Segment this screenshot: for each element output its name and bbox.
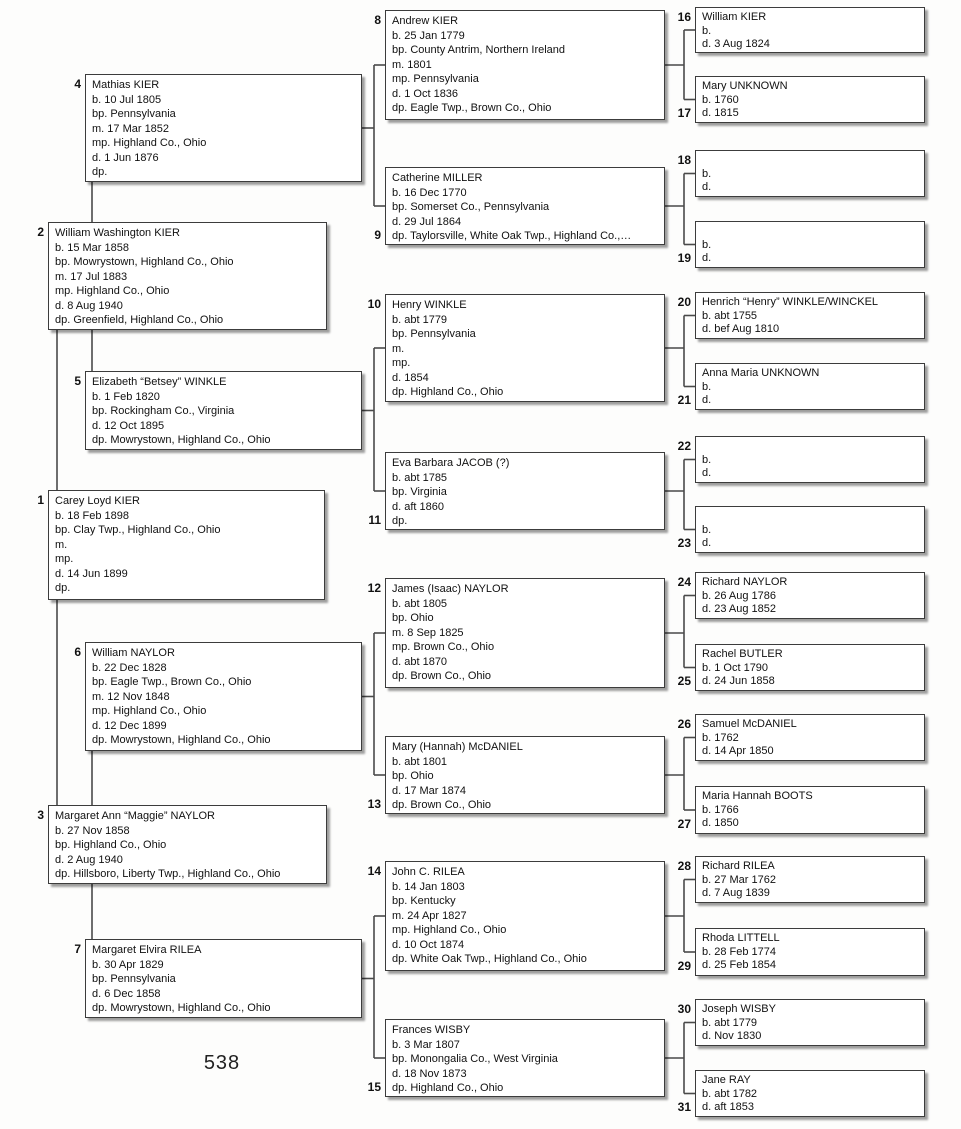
person-number: 20	[677, 295, 691, 309]
person-detail-line: b. 1760	[702, 93, 739, 106]
person-box	[385, 452, 665, 530]
person-detail-line: d. 7 Aug 1839	[702, 887, 770, 899]
person-number: 28	[677, 859, 691, 873]
person-number: 2	[37, 225, 44, 239]
person-box	[385, 167, 665, 245]
person-detail-line: b. abt 1805	[392, 597, 448, 610]
person-box	[385, 861, 665, 971]
person-name: Margaret Elvira RILEA	[92, 944, 202, 956]
person-detail-line: dp. Hillsboro, Liberty Twp., Highland Co., Ohio	[55, 868, 281, 880]
person-detail-line: m. 17 Jul 1883	[55, 270, 128, 283]
person-name: Jane RAY	[702, 1074, 751, 1086]
person-detail-line: d. 29 Jul 1864	[392, 215, 462, 228]
person-detail-line: d. aft 1853	[702, 1101, 754, 1113]
person-box	[695, 506, 925, 553]
person-name: Andrew KIER	[392, 15, 459, 27]
person-number: 9	[374, 228, 381, 242]
person-name: Samuel McDANIEL	[702, 718, 797, 730]
person-name: John C. RILEA	[392, 866, 465, 878]
person-box	[695, 7, 925, 53]
person-detail-line: b.	[702, 238, 712, 251]
person-detail-line: b. 1766	[702, 803, 739, 816]
person-number: 5	[74, 374, 81, 388]
person-detail-line: b. 1762	[702, 731, 739, 744]
person-detail-line: b.	[702, 523, 712, 536]
person-detail-line: bp. Pennsylvania	[392, 328, 476, 340]
person-box	[385, 294, 665, 402]
person-box	[85, 642, 362, 751]
person-name: Frances WISBY	[392, 1024, 471, 1036]
person-detail-line: bp. Ohio	[392, 612, 434, 624]
person-number: 6	[74, 645, 81, 659]
person-detail-line: b. 27 Nov 1858	[55, 824, 130, 837]
person-box	[85, 371, 362, 450]
person-box	[695, 644, 925, 691]
person-detail-line: dp. Mowrystown, Highland Co., Ohio	[92, 1002, 271, 1014]
person-number: 10	[367, 297, 381, 311]
person-detail-line: d. bef Aug 1810	[702, 323, 780, 335]
person-box	[695, 292, 925, 339]
person-name: Mathias KIER	[92, 79, 160, 91]
person-detail-line: dp.	[92, 166, 108, 178]
person-detail-line: b. 1 Feb 1820	[92, 390, 160, 403]
person-box	[695, 150, 925, 197]
person-number: 29	[677, 959, 691, 973]
person-detail-line: b. 14 Jan 1803	[392, 880, 465, 893]
person-detail-line: b. 1 Oct 1790	[702, 661, 769, 674]
person-name: Anna Maria UNKNOWN	[702, 367, 820, 379]
person-number: 24	[677, 575, 691, 589]
person-detail-line: b. abt 1801	[392, 755, 448, 768]
person-number: 11	[368, 513, 381, 527]
person-box	[695, 436, 925, 483]
person-detail-line: b. 28 Feb 1774	[702, 945, 777, 958]
person-detail-line: bp. Monongalia Co., West Virginia	[392, 1053, 558, 1065]
person-name: William NAYLOR	[92, 647, 175, 659]
person-name: Mary (Hannah) McDANIEL	[392, 741, 523, 753]
person-detail-line: dp. Taylorsville, White Oak Twp., Highland Co.,…	[392, 230, 632, 242]
person-number: 3	[37, 808, 44, 822]
person-number: 8	[374, 13, 381, 27]
person-box	[695, 363, 925, 410]
person-detail-line: d. 8 Aug 1940	[55, 299, 123, 312]
person-number: 19	[677, 251, 691, 265]
person-detail-line: d.	[702, 252, 712, 264]
person-detail-line: b. 18 Feb 1898	[55, 509, 130, 522]
person-detail-line: d.	[702, 394, 712, 406]
person-detail-line: bp. Highland Co., Ohio	[55, 839, 167, 851]
person-box	[385, 578, 665, 688]
person-name: William KIER	[702, 11, 767, 23]
person-box	[48, 805, 327, 884]
person-name	[702, 440, 918, 454]
person-detail-line: d. 12 Oct 1895	[92, 419, 165, 432]
person-detail-line: d.	[702, 467, 712, 479]
person-number: 30	[677, 1002, 691, 1016]
person-name: Carey Loyd KIER	[55, 495, 140, 507]
person-number: 22	[677, 439, 691, 453]
person-detail-line: mp. Brown Co., Ohio	[392, 641, 495, 653]
person-detail-line: m. 12 Nov 1848	[92, 690, 170, 703]
person-detail-line: d. 24 Jun 1858	[702, 675, 775, 687]
person-detail-line: dp. Brown Co., Ohio	[392, 799, 492, 811]
person-number: 12	[367, 581, 381, 595]
person-detail-line: mp. Highland Co., Ohio	[92, 137, 207, 149]
person-number: 27	[677, 817, 691, 831]
person-detail-line: bp. Pennsylvania	[92, 108, 176, 120]
person-detail-line: b. abt 1785	[392, 471, 448, 484]
person-detail-line: b. abt 1782	[702, 1087, 758, 1100]
person-detail-line: dp. Highland Co., Ohio	[392, 386, 504, 398]
person-detail-line: b. 22 Dec 1828	[92, 661, 167, 674]
person-detail-line: b.	[702, 453, 712, 466]
person-number: 16	[677, 10, 691, 24]
person-detail-line: b. 27 Mar 1762	[702, 873, 776, 886]
person-detail-line: bp. Pennsylvania	[92, 973, 176, 985]
person-detail-line: dp. Eagle Twp., Brown Co., Ohio	[392, 102, 552, 114]
person-box	[48, 490, 325, 600]
person-number: 4	[74, 77, 81, 91]
person-box	[695, 76, 925, 123]
person-detail-line: d. 6 Dec 1858	[92, 987, 161, 1000]
person-box	[85, 74, 362, 182]
person-number: 21	[677, 393, 691, 407]
person-detail-line: b. 10 Jul 1805	[92, 93, 162, 106]
person-detail-line: dp.	[55, 582, 71, 594]
person-detail-line: d.	[702, 537, 712, 549]
person-detail-line: d. 1850	[702, 817, 739, 829]
person-number: 25	[677, 674, 691, 688]
person-detail-line: d. 1 Oct 1836	[392, 87, 459, 100]
person-detail-line: d. 18 Nov 1873	[392, 1067, 467, 1080]
person-detail-line: bp. Mowrystown, Highland Co., Ohio	[55, 256, 234, 268]
person-detail-line: b. 26 Aug 1786	[702, 589, 777, 602]
person-box	[385, 736, 665, 814]
person-detail-line: m. 24 Apr 1827	[392, 909, 467, 922]
person-detail-line: mp.	[392, 357, 411, 369]
person-detail-line: d. 3 Aug 1824	[702, 38, 770, 50]
person-detail-line: m. 1801	[392, 58, 432, 71]
person-box	[385, 10, 665, 120]
person-name	[702, 154, 918, 168]
person-number: 15	[367, 1080, 381, 1094]
person-detail-line: d. 10 Oct 1874	[392, 938, 465, 951]
person-detail-line: dp.	[392, 515, 408, 527]
person-name	[702, 510, 918, 524]
person-number: 13	[367, 797, 381, 811]
person-detail-line: d. 17 Mar 1874	[392, 784, 466, 797]
person-number: 1	[37, 493, 44, 507]
person-name: Henrich “Henry” WINKLE/WINCKEL	[702, 296, 879, 308]
person-detail-line: d.	[702, 181, 712, 193]
person-name: Rhoda LITTELL	[702, 932, 780, 944]
person-detail-line: b. abt 1779	[702, 1016, 758, 1029]
person-number: 14	[367, 864, 381, 878]
person-name	[702, 225, 918, 239]
person-detail-line: mp.	[55, 553, 74, 565]
person-detail-line: d. 25 Feb 1854	[702, 959, 777, 971]
person-detail-line: mp. Pennsylvania	[392, 73, 479, 85]
person-detail-line: d. 1 Jun 1876	[92, 151, 159, 164]
person-name: Catherine MILLER	[392, 172, 483, 184]
person-detail-line: bp. Ohio	[392, 770, 434, 782]
person-detail-line: b. abt 1779	[392, 313, 448, 326]
person-box	[695, 999, 925, 1046]
person-box	[695, 221, 925, 268]
person-detail-line: mp. Highland Co., Ohio	[392, 924, 507, 936]
person-name: Elizabeth “Betsey” WINKLE	[92, 376, 227, 388]
person-name: Henry WINKLE	[392, 299, 467, 311]
person-name: Joseph WISBY	[702, 1003, 776, 1015]
person-detail-line: d. 14 Jun 1899	[55, 567, 128, 580]
person-number: 31	[677, 1100, 691, 1114]
person-box	[385, 1019, 665, 1097]
person-detail-line: m. 8 Sep 1825	[392, 626, 464, 639]
person-detail-line: bp. Virginia	[392, 486, 447, 498]
person-detail-line: dp. Highland Co., Ohio	[392, 1082, 504, 1094]
person-detail-line: b.	[702, 24, 712, 37]
person-number: 18	[677, 153, 691, 167]
person-detail-line: bp. Rockingham Co., Virginia	[92, 405, 235, 417]
person-detail-line: dp. Mowrystown, Highland Co., Ohio	[92, 734, 271, 746]
person-detail-line: b. 25 Jan 1779	[392, 29, 465, 42]
person-name: Margaret Ann “Maggie” NAYLOR	[55, 810, 215, 822]
person-detail-line: m. 17 Mar 1852	[92, 122, 170, 135]
person-box	[695, 1070, 925, 1117]
page-number: 538	[203, 1052, 241, 1074]
person-detail-line: bp. County Antrim, Northern Ireland	[392, 44, 566, 56]
person-detail-line: d. 23 Aug 1852	[702, 603, 777, 615]
person-box	[695, 572, 925, 619]
person-detail-line: m.	[392, 342, 405, 355]
person-name: James (Isaac) NAYLOR	[392, 583, 509, 595]
person-name: William Washington KIER	[55, 227, 180, 239]
person-detail-line: m.	[55, 538, 68, 551]
person-box	[695, 928, 925, 976]
person-detail-line: b.	[702, 167, 712, 180]
person-name: Rachel BUTLER	[702, 648, 783, 660]
person-box	[695, 714, 925, 761]
person-detail-line: b. 16 Dec 1770	[392, 186, 467, 199]
person-detail-line: b. 30 Apr 1829	[92, 958, 164, 971]
person-box	[85, 939, 362, 1018]
person-detail-line: dp. Greenfield, Highland Co., Ohio	[55, 314, 224, 326]
person-number: 26	[677, 717, 691, 731]
person-detail-line: d. 2 Aug 1940	[55, 853, 123, 866]
person-detail-line: d. 1815	[702, 107, 739, 119]
person-detail-line: bp. Clay Twp., Highland Co., Ohio	[55, 524, 221, 536]
person-number: 7	[74, 942, 81, 956]
person-detail-line: b. abt 1755	[702, 309, 758, 322]
person-detail-line: b.	[702, 380, 712, 393]
person-detail-line: bp. Somerset Co., Pennsylvania	[392, 201, 550, 213]
person-detail-line: d. abt 1870	[392, 655, 448, 668]
person-detail-line: d. 12 Dec 1899	[92, 719, 167, 732]
person-number: 17	[677, 106, 691, 120]
person-name: Richard RILEA	[702, 860, 775, 872]
person-detail-line: d. aft 1860	[392, 500, 444, 513]
person-name: Mary UNKNOWN	[702, 80, 788, 92]
person-detail-line: d. Nov 1830	[702, 1030, 762, 1042]
person-detail-line: d. 1854	[392, 371, 429, 384]
person-name: Maria Hannah BOOTS	[702, 790, 813, 802]
person-detail-line: bp. Eagle Twp., Brown Co., Ohio	[92, 676, 252, 688]
person-box	[695, 786, 925, 834]
person-detail-line: b. 3 Mar 1807	[392, 1038, 460, 1051]
person-detail-line: b. 15 Mar 1858	[55, 241, 129, 254]
person-detail-line: mp. Highland Co., Ohio	[92, 705, 207, 717]
person-detail-line: bp. Kentucky	[392, 895, 456, 907]
person-detail-line: dp. Mowrystown, Highland Co., Ohio	[92, 434, 271, 446]
person-detail-line: dp. Brown Co., Ohio	[392, 670, 492, 682]
person-number: 23	[677, 536, 691, 550]
person-detail-line: mp. Highland Co., Ohio	[55, 285, 170, 297]
person-name: Eva Barbara JACOB (?)	[392, 457, 510, 469]
person-name: Richard NAYLOR	[702, 576, 788, 588]
person-box	[48, 222, 327, 330]
person-box	[695, 856, 925, 903]
person-detail-line: d. 14 Apr 1850	[702, 745, 774, 757]
person-detail-line: dp. White Oak Twp., Highland Co., Ohio	[392, 953, 587, 965]
